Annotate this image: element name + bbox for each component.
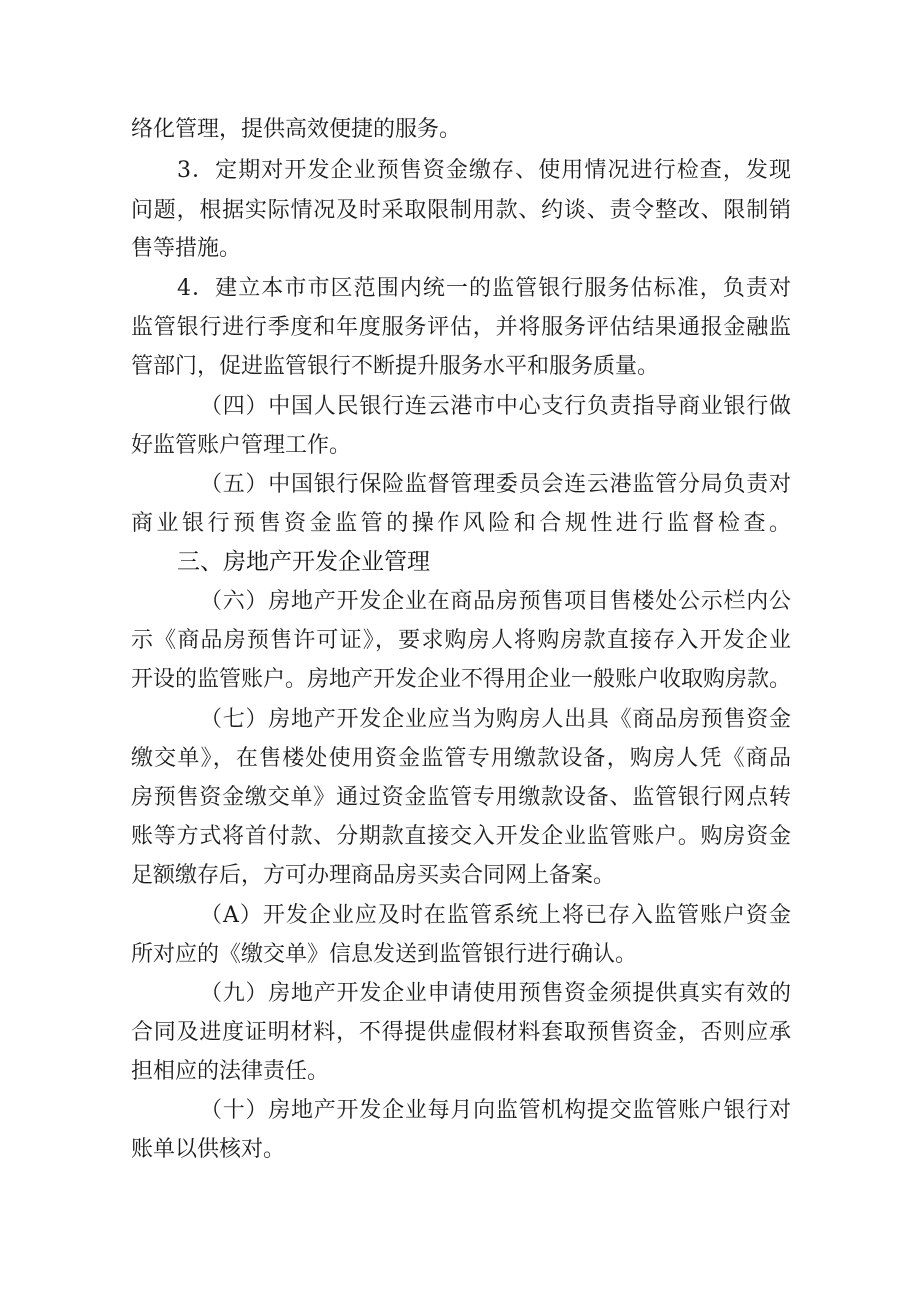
section-heading: 三、房地产开发企业管理 <box>177 549 430 575</box>
paragraph-line: 房预售资金缴交单》通过资金监管专用缴款设备、监管银行网点转 <box>131 785 791 810</box>
paragraph-line: （五）中国银行保险监督管理委员会连云港监管分局负责对 <box>200 472 791 497</box>
paragraph-line: 示《商品房预售许可证》，要求购房人将购房款直接存入开发企业 <box>131 628 791 653</box>
paragraph-line: 3．定期对开发企业预售资金缴存、使用情况进行检查，发现 <box>177 158 791 183</box>
paragraph-line: 售等措施。 <box>131 236 242 261</box>
paragraph-line: （十）房地产开发企业每月向监管机构提交监管账户银行对 <box>200 1098 791 1123</box>
paragraph-line: （七）房地产开发企业应当为购房人出具《商品房预售资金 <box>200 707 791 732</box>
paragraph-line: 缴交单》，在售楼处使用资金监管专用缴款设备，购房人凭《商品 <box>131 746 791 771</box>
paragraph-line: 合同及进度证明材料，不得提供虚假材料套取预售资金，否则应承 <box>131 1020 791 1045</box>
paragraph-line: （四）中国人民银行连云港市中心支行负责指导商业银行做 <box>200 394 791 419</box>
paragraph-line: （九）房地产开发企业申请使用预售资金须提供真实有效的 <box>200 981 791 1006</box>
paragraph-line: 管部门，促进监管银行不断提升服务水平和服务质量。 <box>131 354 660 379</box>
paragraph-line: 4．建立本市市区范围内统一的监管银行服务估标准，负责对 <box>177 276 791 301</box>
paragraph-line: （A）开发企业应及时在监管系统上将已存入监管账户资金 <box>200 903 791 928</box>
paragraph-line: 账等方式将首付款、分期款直接交入开发企业监管账户。购房资金 <box>131 824 791 849</box>
paragraph-line: 账单以供核对。 <box>131 1137 286 1162</box>
paragraph-line: 开设的监管账户。房地产开发企业不得用企业一般账户收取购房款。 <box>131 667 792 692</box>
paragraph-line: 足额缴存后，方可办理商品房买卖合同网上备案。 <box>131 863 616 888</box>
paragraph-line: 商业银行预售资金监管的操作风险和合规性进行监督检查。 <box>131 511 791 536</box>
paragraph-line: 监管银行进行季度和年度服务评估，并将服务评估结果通报金融监 <box>131 315 791 340</box>
paragraph-line: 所对应的《缴交单》信息发送到监管银行进行确认。 <box>131 942 638 967</box>
paragraph-line: 问题，根据实际情况及时采取限制用款、约谈、责令整改、限制销 <box>131 198 791 223</box>
paragraph-line: 担相应的法律责任。 <box>131 1059 330 1084</box>
paragraph-line: 络化管理，提供高效便捷的服务。 <box>131 117 462 142</box>
paragraph-line: 好监管账户管理工作。 <box>131 433 352 458</box>
paragraph-line: （六）房地产开发企业在商品房预售项目售楼处公示栏内公 <box>200 589 791 614</box>
